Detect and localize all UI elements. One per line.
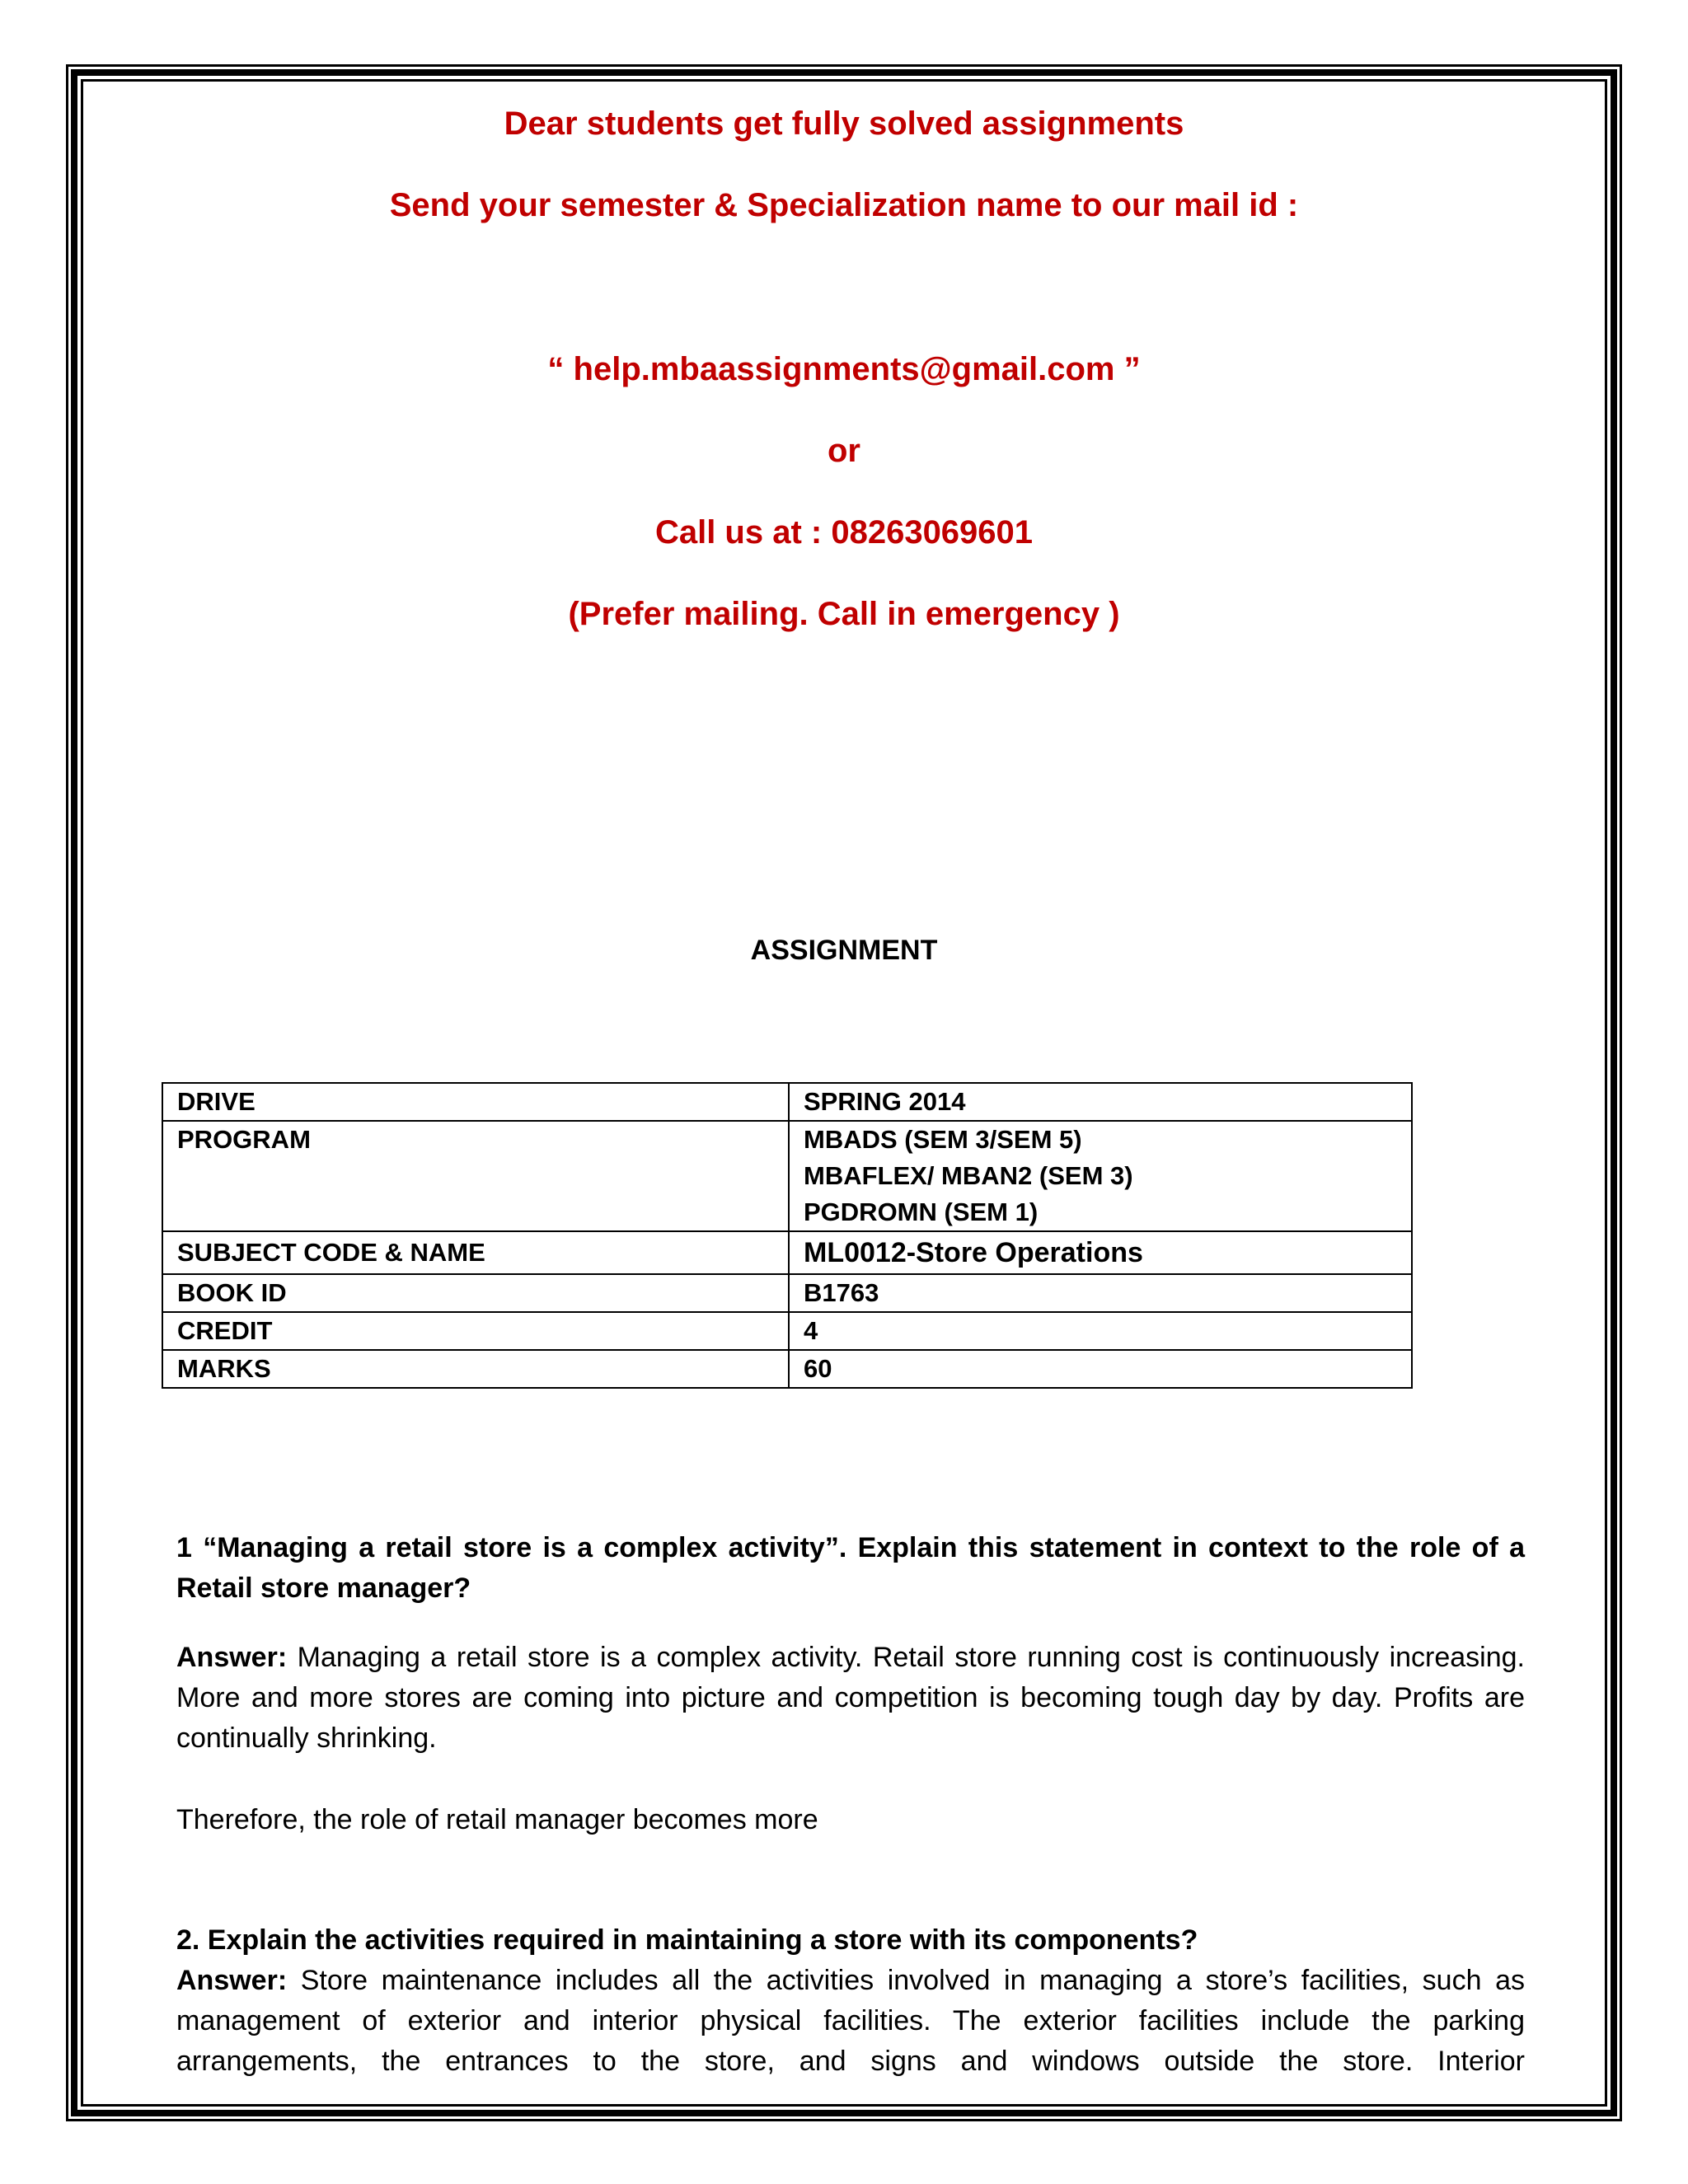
- promo-note: (Prefer mailing. Call in emergency ): [568, 596, 1120, 632]
- table-row: [162, 1083, 1412, 1121]
- answer-2-text: Store maintenance includes all the activities involved in managing a store’s facilities, such as management of exterior and interior physical facilities. The exterior facilities include the parking arrangements, the entrances to the store, and signs and windows outside the store.: [176, 1965, 1525, 2077]
- answer-1: [176, 1638, 1525, 1759]
- promo-line-2: Send your semester & Specialization name to our mail id :: [389, 187, 1299, 223]
- question-2: 2. Explain the activities required in maintaining a store with its components?: [176, 1924, 1198, 1956]
- promo-or: or: [828, 433, 860, 469]
- table-row: [162, 1274, 1412, 1312]
- answer-label: Answer:: [176, 1642, 288, 1673]
- table-row: [162, 1312, 1412, 1350]
- assignment-heading: ASSIGNMENT: [750, 935, 938, 966]
- row-value: [789, 1121, 1412, 1231]
- row-value: SPRING 2014: [789, 1083, 1412, 1121]
- row-value: ML0012-Store Operations: [789, 1231, 1412, 1274]
- row-label: SUBJECT CODE & NAME: [162, 1231, 789, 1274]
- table-row: [162, 1121, 1412, 1231]
- program-line: PGDROMN (SEM 1): [804, 1197, 1039, 1226]
- row-label: PROGRAM: [162, 1121, 789, 1231]
- row-label: MARKS: [162, 1350, 789, 1388]
- row-label: CREDIT: [162, 1312, 789, 1350]
- answer-2: [176, 1961, 1525, 2082]
- row-label: DRIVE: [162, 1083, 789, 1121]
- answer-1-text: Managing a retail store is a complex activity. Retail store running cost is continuously increasing. More and more stores are coming into picture and competition is becoming tough day by day. Profits are continually shrinking.: [176, 1642, 1525, 1754]
- row-label: BOOK ID: [162, 1274, 789, 1312]
- answer-1-followup: Therefore, the role of retail manager becomes more: [176, 1804, 818, 1835]
- program-line: MBAFLEX/ MBAN2 (SEM 3): [804, 1161, 1133, 1190]
- promo-line-1: Dear students get fully solved assignments: [504, 105, 1184, 142]
- promo-email: “ help.mbaassignments@gmail.com ”: [547, 351, 1141, 387]
- row-value: 60: [789, 1350, 1412, 1388]
- assignment-info-table: [162, 1082, 1413, 1389]
- answer-label: Answer:: [176, 1965, 288, 1996]
- program-line: MBADS (SEM 3/SEM 5): [804, 1125, 1082, 1154]
- table-row: [162, 1350, 1412, 1388]
- answer-2-tail: Interior: [1437, 2046, 1525, 2077]
- question-1: 1 “Managing a retail store is a complex activity”. Explain this statement in context to the role of a Retail store manager?: [176, 1532, 1525, 1604]
- row-value: B1763: [789, 1274, 1412, 1312]
- table-row: [162, 1231, 1412, 1274]
- row-value: 4: [789, 1312, 1412, 1350]
- promo-phone: Call us at : 08263069601: [654, 514, 1034, 551]
